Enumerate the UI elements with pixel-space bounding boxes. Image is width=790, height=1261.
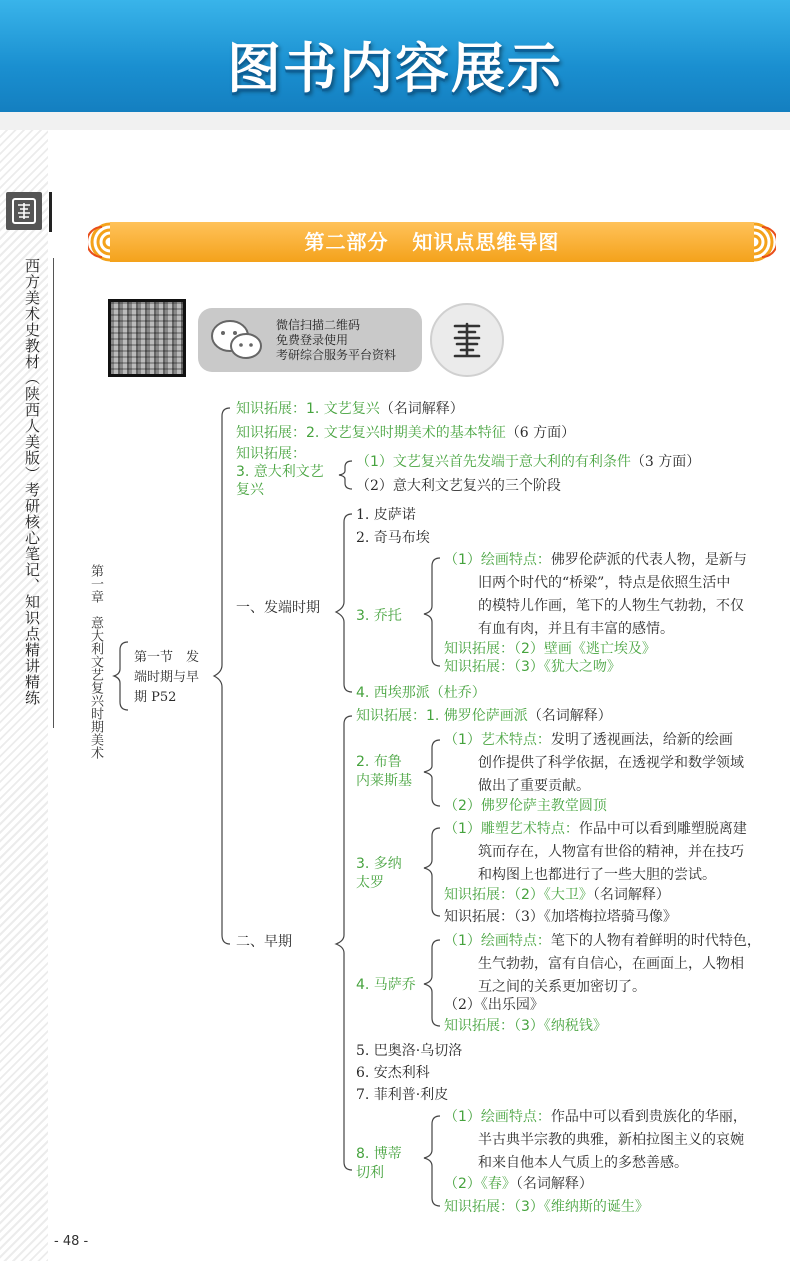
wechat-line1: 微信扫描二维码 bbox=[276, 318, 361, 332]
section-node-line3: 期 P52 bbox=[134, 690, 177, 705]
banner-title: 图书内容展示 bbox=[227, 37, 563, 100]
origin-period-label: 一、发端时期 bbox=[236, 600, 320, 616]
giotto-k2: 知识拓展：（2）壁画《逃亡埃及》 bbox=[444, 641, 656, 657]
botticelli-venus: 知识拓展：（3）《维纳斯的诞生》 bbox=[444, 1199, 649, 1215]
item-brunelleschi-l1: 2. 布鲁 bbox=[356, 754, 402, 770]
botticelli-feature: （1）绘画特点：作品中可以看到贵族化的华丽， 半古典半宗教的典雅，新柏拉图主义的哀婉 和来自他本人气质上的多愁善感。 bbox=[444, 1109, 747, 1171]
chapter-title: 第一章 意大利文艺复兴时期美术 bbox=[88, 564, 103, 759]
page-number: - 48 - bbox=[54, 1234, 89, 1249]
book-side-title: 西方美术史教材（陕西人美版）考研核心笔记、知识点精讲精练 bbox=[23, 258, 41, 706]
botticelli-spring: （2）《春》（名词解释） bbox=[444, 1176, 593, 1192]
early-period-label: 二、早期 bbox=[236, 934, 292, 950]
donatello-david: 知识拓展：（2）《大卫》（名词解释） bbox=[444, 887, 670, 903]
item-giotto: 3. 乔托 bbox=[356, 608, 402, 624]
wechat-line2: 免费登录使用 bbox=[276, 333, 349, 347]
italian-stages: （2）意大利文艺复兴的三个阶段 bbox=[356, 478, 561, 494]
wechat-line3: 考研综合服务平台资料 bbox=[276, 348, 397, 362]
item-masaccio: 4. 马萨乔 bbox=[356, 977, 416, 993]
knowledge-italian-l1: 知识拓展： bbox=[236, 446, 306, 462]
item-lippi: 7. 菲利普·利皮 bbox=[356, 1087, 449, 1103]
masaccio-expulsion: （2）《出乐园》 bbox=[444, 997, 544, 1013]
section-node-line2: 端时期与早 bbox=[134, 670, 200, 685]
knowledge-italian-l3: 复兴 bbox=[236, 482, 264, 498]
knowledge-florentine: 知识拓展：1. 佛罗伦萨画派（名词解释） bbox=[356, 708, 612, 724]
masaccio-tribute: 知识拓展：（3）《纳税钱》 bbox=[444, 1018, 607, 1034]
giotto-feature: （1）绘画特点：佛罗伦萨派的代表人物，是新与 旧两个时代的“桥梁”，特点是依照生活中 的模特儿作画，笔下的人物生气勃勃，不仅 有血有肉，并且有丰富的感情。 bbox=[444, 552, 747, 637]
knowledge-italian-l2: 3. 意大利文艺 bbox=[236, 464, 324, 480]
masaccio-feature: （1）绘画特点：笔下的人物有着鲜明的时代特色， 生气勃勃，富有自信心，在画面上，人物相 互之间的关系更加密切了。 bbox=[444, 933, 761, 995]
brunelleschi-dome: （2）佛罗伦萨主教堂圆顶 bbox=[444, 798, 607, 814]
donatello-gattamelata: 知识拓展：（3）《加塔梅拉塔骑马像》 bbox=[444, 909, 677, 925]
item-pisano: 1. 皮萨诺 bbox=[356, 507, 416, 523]
brunelleschi-feature: （1）艺术特点：发明了透视画法，给新的绘画 创作提供了科学依据，在透视学和数学领域 做出了重要贡献。 bbox=[444, 732, 744, 794]
donatello-feature: （1）雕塑艺术特点：作品中可以看到雕塑脱离建 筑而存在，人物富有世俗的精神，并在技巧 和构图上也都进行了一些大胆的尝试。 bbox=[444, 821, 747, 883]
item-donatello-l2: 太罗 bbox=[356, 875, 384, 891]
section-title: 第二部分 知识点思维导图 bbox=[304, 230, 560, 254]
item-donatello-l1: 3. 多纳 bbox=[356, 856, 402, 872]
knowledge-renaissance: 知识拓展：1. 文艺复兴（名词解释） bbox=[236, 401, 464, 417]
item-botticelli-l1: 8. 博蒂 bbox=[356, 1146, 402, 1162]
item-botticelli-l2: 切利 bbox=[356, 1165, 384, 1181]
item-uccello: 5. 巴奥洛·乌切洛 bbox=[356, 1043, 463, 1059]
item-siena: 4. 西埃那派（杜乔） bbox=[356, 685, 486, 701]
section-node-line1: 第一节 发 bbox=[134, 650, 200, 665]
item-angelico: 6. 安杰利科 bbox=[356, 1065, 430, 1081]
italian-condition: （1）文艺复兴首先发端于意大利的有利条件（3 方面） bbox=[356, 454, 701, 470]
item-cimabue: 2. 奇马布埃 bbox=[356, 530, 430, 546]
giotto-k3: 知识拓展：（3）《犹大之吻》 bbox=[444, 659, 621, 675]
knowledge-renaissance-features: 知识拓展：2. 文艺复兴时期美术的基本特征（6 方面） bbox=[236, 425, 576, 441]
item-brunelleschi-l2: 内莱斯基 bbox=[356, 773, 412, 789]
